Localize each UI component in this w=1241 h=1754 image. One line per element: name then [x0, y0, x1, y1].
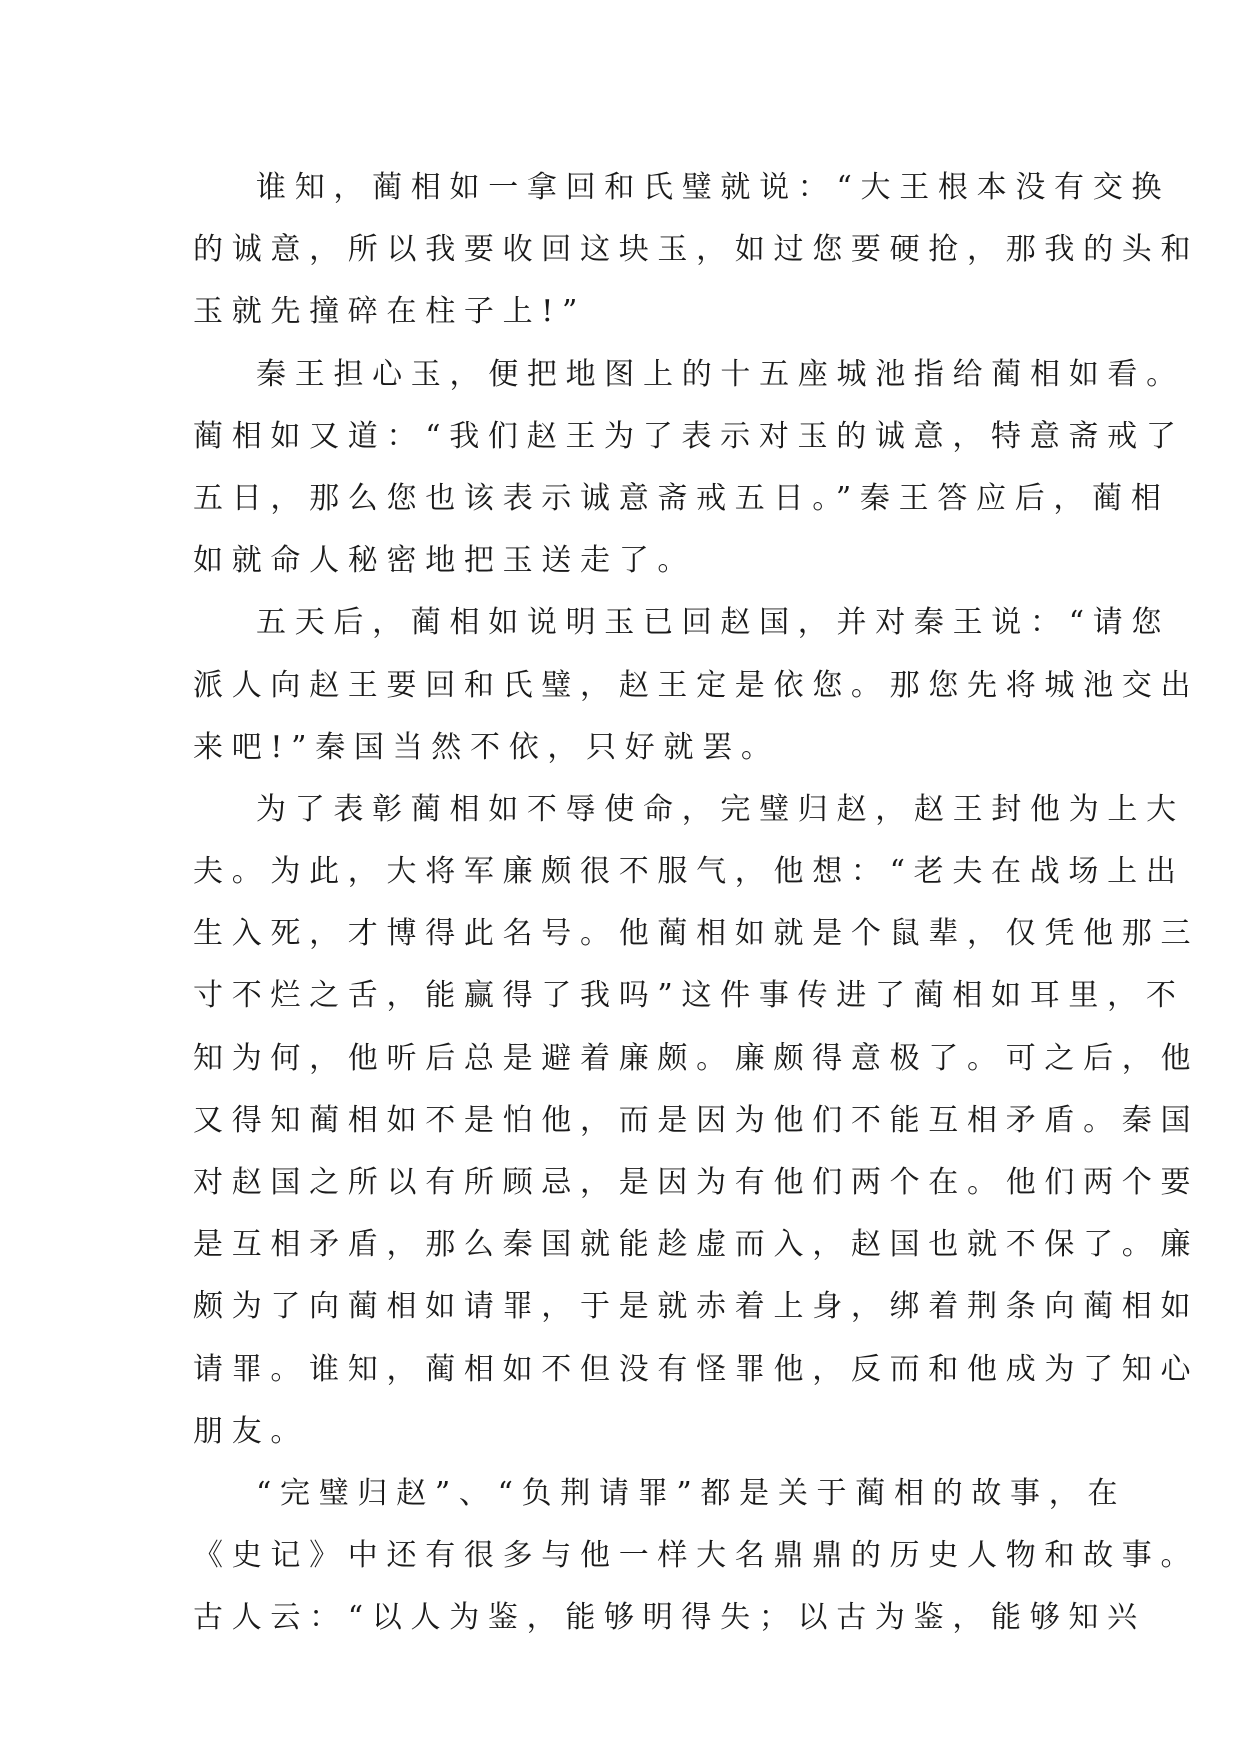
text-line: 《史记》中还有很多与他一样大名鼎鼎的历史人物和故事。: [193, 1538, 1200, 1574]
text-line: 对赵国之所以有所顾忌，是因为有他们两个在。他们两个要: [193, 1165, 1200, 1200]
text-line: 秦王担心玉，便把地图上的十五座城池指给蔺相如看。: [256, 356, 1185, 392]
document-body: [193, 157, 1200, 1650]
text-line: 古人云：“以人为鉴，能够明得失；以古为鉴，能够知兴: [193, 1600, 1146, 1636]
text-line: 夫。为此，大将军廉颇很不服气，他想：“老夫在战场上出: [193, 854, 1185, 890]
text-line: 谁知，蔺相如一拿回和氏璧就说：“大王根本没有交换: [256, 170, 1171, 205]
text-line: 来吧!”秦国当然不依，只好就罢。: [193, 729, 780, 765]
text-line: 颇为了向蔺相如请罪，于是就赤着上身，绑着荆条向蔺相如: [193, 1289, 1200, 1325]
text-line: 是互相矛盾，那么秦国就能趁虚而入，赵国也就不保了。廉: [193, 1227, 1200, 1263]
text-line: 朋友。: [193, 1413, 310, 1449]
text-line: 的诚意，所以我要收回这块玉，如过您要硬抢，那我的头和: [193, 232, 1200, 268]
text-line: 生入死，才博得此名号。他蔺相如就是个鼠辈，仅凭他那三: [193, 916, 1200, 952]
text-line: 为了表彰蔺相如不辱使命，完璧归赵，赵王封他为上大: [256, 791, 1185, 827]
text-line: 请罪。谁知，蔺相如不但没有怪罪他，反而和他成为了知心: [193, 1351, 1200, 1387]
text-line: 如就命人秘密地把玉送走了。: [193, 543, 697, 579]
text-line: 蔺相如又道：“我们赵王为了表示对玉的诚意，特意斋戒了: [193, 418, 1185, 454]
text-line: 五天后，蔺相如说明玉已回赵国，并对秦王说：“请您: [256, 605, 1171, 641]
text-line: 派人向赵王要回和氏璧，赵王定是依您。那您先将城池交出: [193, 667, 1200, 703]
text-line: 寸不烂之舌，能赢得了我吗”这件事传进了蔺相如耳里，不: [193, 978, 1185, 1014]
text-line: 知为何，他听后总是避着廉颇。廉颇得意极了。可之后，他: [193, 1040, 1200, 1076]
text-line: 又得知蔺相如不是怕他，而是因为他们不能互相矛盾。秦国: [193, 1102, 1200, 1138]
text-line: 玉就先撞碎在柱子上!”: [193, 294, 587, 330]
text-line: “完璧归赵”、“负荆请罪”都是关于蔺相的故事，在: [256, 1475, 1127, 1511]
text-line: 五日，那么您也该表示诚意斋戒五日。”秦王答应后，蔺相: [193, 480, 1170, 516]
